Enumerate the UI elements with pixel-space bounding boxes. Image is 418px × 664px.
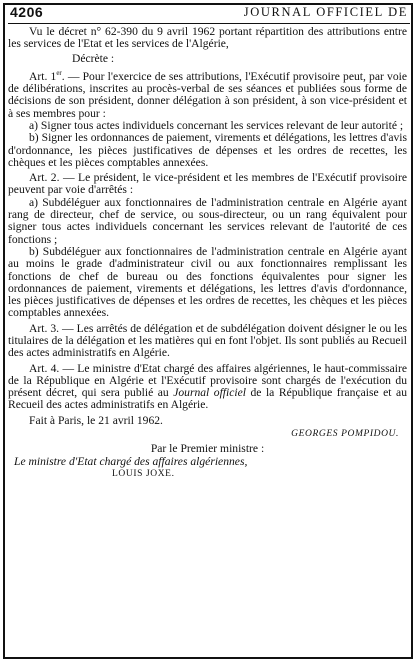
article-1 xyxy=(8,67,407,120)
decree-body xyxy=(8,26,407,480)
preamble: Vu le décret n° 62-390 du 9 avril 1962 portant répartition des attributions entre les services de l'Etat et les services de l'Algérie, xyxy=(8,25,407,51)
header-rule xyxy=(8,23,410,24)
page-header xyxy=(10,4,408,22)
page-number: 4206 xyxy=(10,4,44,20)
article-2-item-b: b) Subdéléguer aux fonctionnaires de l'administration centrale en Algérie ayant au moins le grade d'administrateur civil ou aux fonctionnaires remplissant les fonctions de chef de bureau ou des fonctions équivalentes pour signer les ordonnances de paiement, virements et délégations, les lettres d'avis d'ordonnance, les pièces justificatives de dépenses et les ordres de recettes, les chèques et les pièces comptables annexées. xyxy=(8,244,407,320)
signature-prime-minister: GEORGES POMPIDOU. xyxy=(291,429,399,440)
minister-title: Le ministre d'Etat chargé des affaires algériennes, xyxy=(14,454,248,468)
article-4-text-after: de la République française et au Recueil des actes administratifs en Algérie. xyxy=(8,386,407,412)
article-1-item-a: a) Signer tous actes individuels concernant les services relevant de leur autorité ; xyxy=(29,118,404,132)
par-le-premier-ministre: Par le Premier ministre : xyxy=(150,442,265,456)
decrete-heading: Décrète : xyxy=(72,51,115,65)
running-title: JOURNAL OFFICIEL DE xyxy=(243,5,408,19)
article-1-label: Art. 1 xyxy=(29,69,57,83)
article-1-text: . — Pour l'exercice de ses attributions, l'Exécutif provisoire peut, par voie de délibérations, inscrites au procès-verbal de ses séances et publiées sous forme de décisions de son président, donner délégation à son président, à son vice-président et à ses membres pour : xyxy=(8,69,407,120)
article-3: Art. 3. — Les arrêtés de délégation et de subdélégation doivent désigner le ou les titulaires de la délégation et les matières qui en font l'objet. Ils sont publiés au Recueil des actes administratifs en Algérie. xyxy=(8,321,407,360)
article-2: Art. 2. — Le président, le vice-président et les membres de l'Exécutif provisoire peuvent par voie d'arrêtés : xyxy=(8,171,407,197)
article-1-item-b: b) Signer les ordonnances de paiement, virements et délégations, les lettres d'avis d'ordonnance, les pièces justificatives de dépenses et les ordres de recettes, les chèques et les pièces comptables annexées. xyxy=(8,131,407,169)
journal-officiel-title: Journal officiel xyxy=(173,386,246,400)
article-2-item-a: a) Subdéléguer aux fonctionnaires de l'administration centrale en Algérie ayant rang de directeur, chef de service, ou sous-directeur, ou un rang équivalent pour signer tous actes individuels concernant les services relevant de l'autorité de ces fonctions ; xyxy=(8,195,407,246)
closing-line: Fait à Paris, le 21 avril 1962. xyxy=(29,413,163,427)
article-4 xyxy=(8,363,407,412)
minister-signature: LOUIS JOXE. xyxy=(112,468,175,479)
article-1-sup: er xyxy=(56,68,62,77)
article-4-text-before: Art. 4. — Le ministre d'Etat chargé des affaires algériennes, le haut-commissaire de la République en Algérie et l'Exécutif provisoire sont chargés de l'exécution du présent décret, qui sera publié au xyxy=(8,361,407,400)
